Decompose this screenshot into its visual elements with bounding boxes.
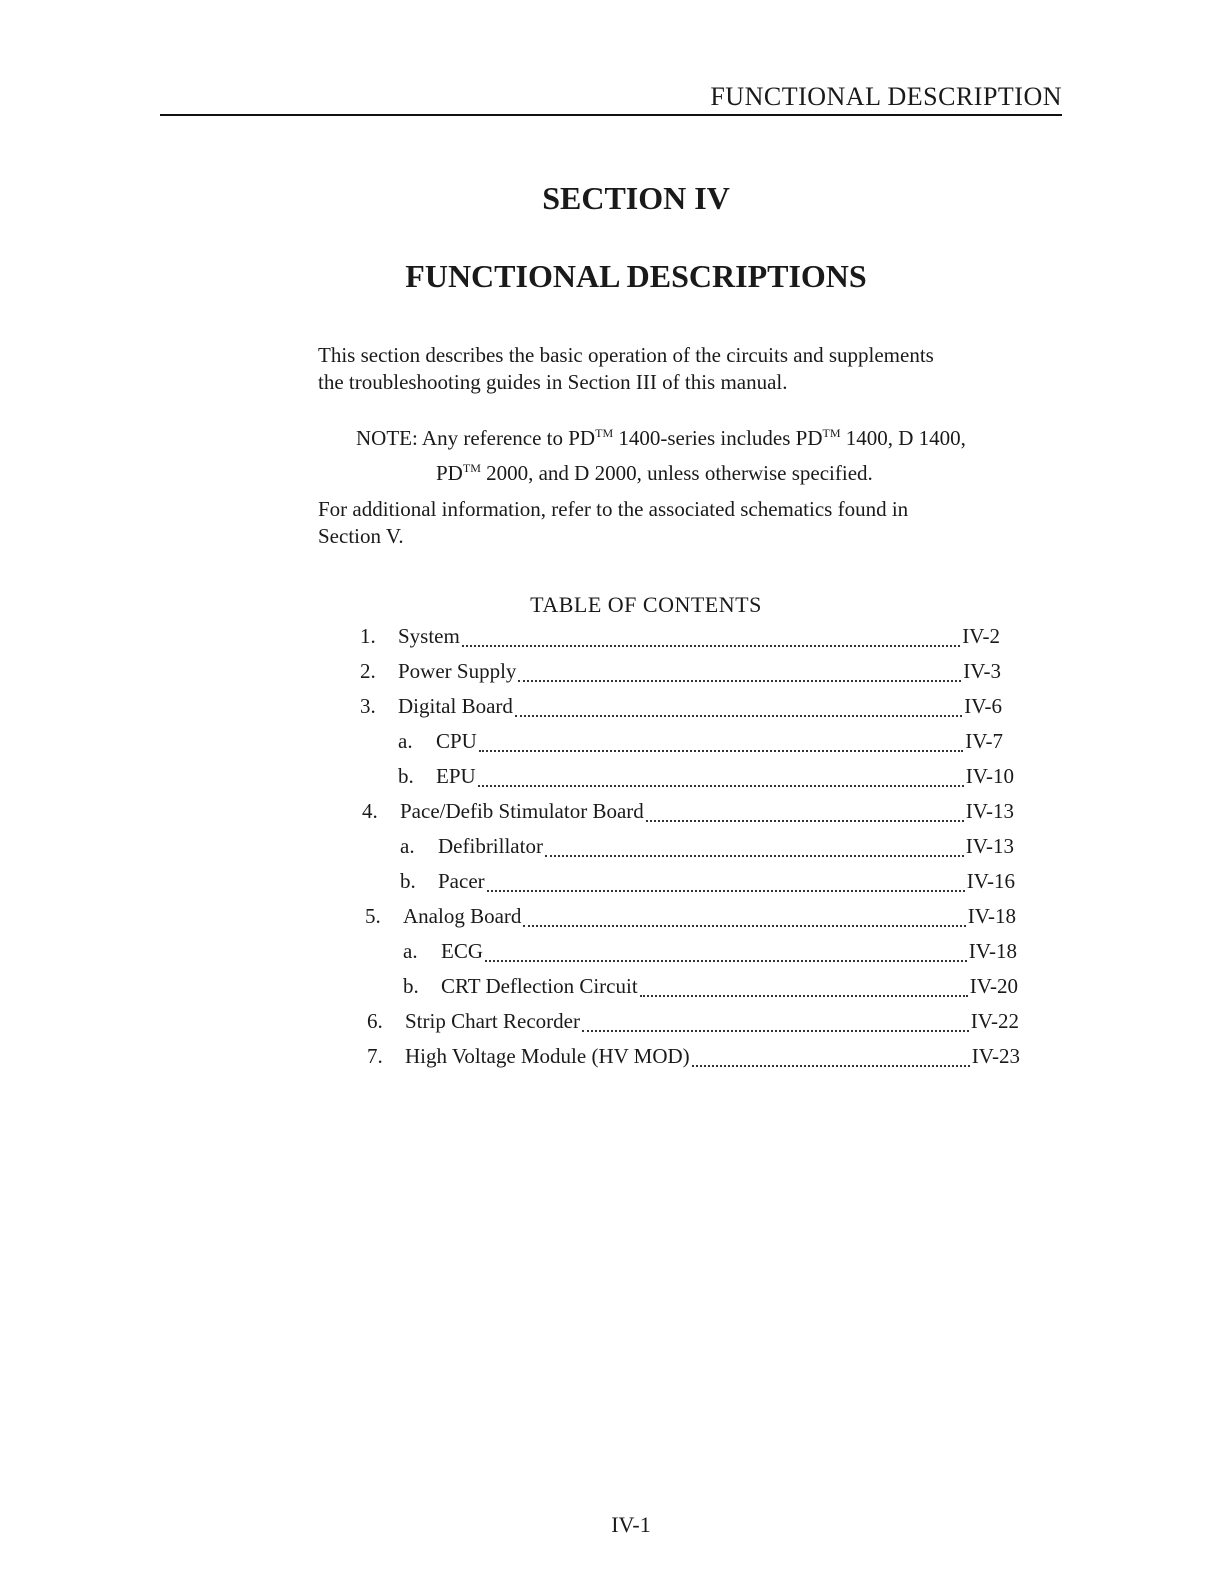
note-block <box>356 418 1046 488</box>
note-text-a: Any reference to PD <box>421 426 596 450</box>
note-label: NOTE: <box>356 426 418 450</box>
toc-label: EPU <box>436 764 476 788</box>
tm-mark-1: TM <box>595 426 614 440</box>
toc-number: a. <box>403 939 418 963</box>
toc-number: b. <box>400 869 416 893</box>
page-number: IV-1 <box>611 1512 651 1537</box>
toc-leader-dots <box>462 644 960 647</box>
toc-page: IV-23 <box>971 1044 1020 1068</box>
toc-entry[interactable] <box>367 1009 1019 1039</box>
additional-line-2: Section V. <box>318 524 404 548</box>
toc-number: b. <box>403 974 419 998</box>
toc-entry[interactable] <box>365 904 1016 934</box>
toc-page: IV-18 <box>968 939 1017 963</box>
toc-leader-dots <box>518 679 961 682</box>
toc-number: 4. <box>362 799 378 823</box>
toc-entry[interactable] <box>400 869 1015 899</box>
toc-leader-dots <box>487 889 965 892</box>
toc-number: 3. <box>360 694 376 718</box>
toc-label: CRT Deflection Circuit <box>441 974 638 998</box>
toc-leader-dots <box>523 924 965 927</box>
toc-number: a. <box>398 729 413 753</box>
toc-page: IV-16 <box>966 869 1015 893</box>
toc-label: ECG <box>441 939 483 963</box>
toc-entry[interactable] <box>398 729 1003 759</box>
toc-page: IV-7 <box>965 729 1003 753</box>
note-text-e: 2000, and D 2000, unless otherwise specified. <box>480 461 873 485</box>
toc-page: IV-6 <box>964 694 1002 718</box>
toc-title: TABLE OF CONTENTS <box>530 592 762 617</box>
toc-leader-dots <box>485 959 967 962</box>
additional-line-1: For additional information, refer to the associated schematics found in <box>318 497 909 521</box>
toc-leader-dots <box>640 994 968 997</box>
toc-number: 1. <box>360 624 376 648</box>
toc-label: High Voltage Module (HV MOD) <box>405 1044 690 1068</box>
toc-entry[interactable] <box>398 764 1014 794</box>
toc-entry[interactable] <box>367 1044 1020 1074</box>
toc-entry[interactable] <box>403 939 1017 969</box>
toc-label: Digital Board <box>398 694 513 718</box>
tm-mark-3: TM <box>462 461 481 475</box>
toc-number: 7. <box>367 1044 383 1068</box>
intro-line-1: This section describes the basic operation of the circuits and supplements <box>318 343 934 367</box>
note-text-d: PD <box>436 461 463 485</box>
additional-info-paragraph <box>318 496 1038 550</box>
toc-page: IV-13 <box>965 834 1014 858</box>
note-text-c: 1400, D 1400, <box>840 426 966 450</box>
toc-leader-dots <box>692 1064 970 1067</box>
toc-entry[interactable] <box>360 659 1001 689</box>
toc-number: 2. <box>360 659 376 683</box>
toc-number: a. <box>400 834 415 858</box>
toc-label: Power Supply <box>398 659 517 683</box>
toc-entry[interactable] <box>403 974 1018 1004</box>
toc-number: b. <box>398 764 414 788</box>
toc-page: IV-20 <box>969 974 1018 998</box>
note-text-b: 1400-series includes PD <box>613 426 823 450</box>
toc-leader-dots <box>545 854 964 857</box>
toc-page: IV-2 <box>962 624 1000 648</box>
toc-page: IV-18 <box>967 904 1016 928</box>
tm-mark-2: TM <box>822 426 841 440</box>
intro-paragraph <box>318 342 1038 396</box>
toc-entry[interactable] <box>400 834 1014 864</box>
toc-leader-dots <box>478 784 964 787</box>
toc-label: Strip Chart Recorder <box>405 1009 580 1033</box>
toc-page: IV-10 <box>965 764 1014 788</box>
toc-leader-dots <box>479 749 963 752</box>
toc-label: System <box>398 624 460 648</box>
toc-leader-dots <box>646 819 964 822</box>
toc-entry[interactable] <box>360 624 1000 654</box>
running-header: FUNCTIONAL DESCRIPTION <box>160 82 1062 116</box>
toc-page: IV-22 <box>970 1009 1019 1033</box>
toc-label: Pacer <box>438 869 485 893</box>
section-subtitle: FUNCTIONAL DESCRIPTIONS <box>405 258 867 294</box>
toc-leader-dots <box>515 714 962 717</box>
toc-number: 6. <box>367 1009 383 1033</box>
toc-leader-dots <box>582 1029 969 1032</box>
intro-line-2: the troubleshooting guides in Section III of this manual. <box>318 370 788 394</box>
toc-page: IV-3 <box>963 659 1001 683</box>
toc-number: 5. <box>365 904 381 928</box>
toc-page: IV-13 <box>965 799 1014 823</box>
note-line-2 <box>356 453 1046 488</box>
section-title: SECTION IV <box>542 180 730 216</box>
toc-label: CPU <box>436 729 477 753</box>
toc-entry[interactable] <box>362 799 1014 829</box>
toc-label: Analog Board <box>403 904 522 928</box>
toc-label: Defibrillator <box>438 834 543 858</box>
toc-entry[interactable] <box>360 694 1002 724</box>
toc-label: Pace/Defib Stimulator Board <box>400 799 644 823</box>
